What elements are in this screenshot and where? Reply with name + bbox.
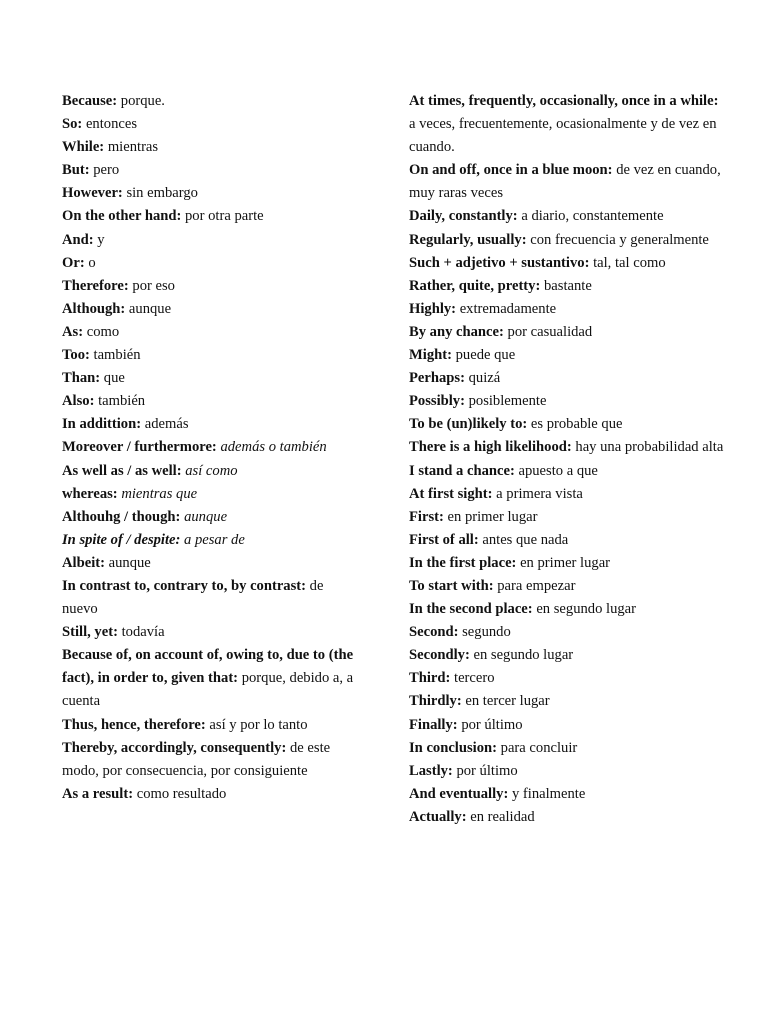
entry-term: Regularly, usually: xyxy=(409,231,527,248)
entry-term: In the second place: xyxy=(409,601,533,618)
entry-term: However: xyxy=(62,185,123,202)
glossary-entry xyxy=(409,90,727,159)
entry-term: As: xyxy=(62,323,84,340)
entry-definition: es probable que xyxy=(530,416,623,433)
entry-term: As a result: xyxy=(62,785,134,802)
entry-definition: mientras xyxy=(107,139,159,156)
entry-term: Highly: xyxy=(409,300,457,317)
glossary-entry xyxy=(62,298,360,321)
glossary-entry xyxy=(62,229,360,252)
entry-definition: en realidad xyxy=(470,808,535,825)
entry-definition: mientras que xyxy=(121,485,198,502)
entry-definition: de nuevo xyxy=(62,577,324,618)
entry-definition: apuesto a que xyxy=(518,462,598,479)
entry-term: Moreover / furthermore: xyxy=(62,439,217,456)
glossary-entry xyxy=(409,205,727,228)
glossary-entry xyxy=(62,483,360,506)
glossary-entry xyxy=(409,667,727,690)
entry-term: Second: xyxy=(409,624,459,641)
entry-term: At first sight: xyxy=(409,485,493,502)
glossary-entry xyxy=(409,390,727,413)
glossary-entry xyxy=(409,159,727,205)
entry-term: On the other hand: xyxy=(62,208,182,225)
entry-definition: extremadamente xyxy=(459,300,557,317)
entry-definition: segundo xyxy=(462,624,511,641)
entry-term: Because of, on account of, owing to, due to (the fact), in order to, given that: xyxy=(62,647,354,687)
entry-definition: posiblemente xyxy=(468,393,547,410)
glossary-entry xyxy=(62,90,360,113)
glossary-entry xyxy=(409,714,727,737)
glossary-entry xyxy=(62,413,360,436)
entry-term: Might: xyxy=(409,347,452,364)
entry-term: Too: xyxy=(62,347,90,364)
entry-term: Third: xyxy=(409,670,451,687)
entry-term: But: xyxy=(62,162,90,179)
glossary-entry xyxy=(62,136,360,159)
glossary-entry xyxy=(409,598,727,621)
entry-definition: porque. xyxy=(120,93,165,109)
glossary-entry xyxy=(62,159,360,182)
entry-term: In the first place: xyxy=(409,554,517,571)
entry-definition: también xyxy=(93,347,141,364)
glossary-entry xyxy=(409,229,727,252)
glossary-entry xyxy=(62,529,360,552)
entry-definition: así y por lo tanto xyxy=(209,716,308,733)
entry-definition: en segundo lugar xyxy=(473,647,574,664)
entry-definition: como resultado xyxy=(136,785,227,802)
entry-definition: en primer lugar xyxy=(447,508,538,525)
glossary-entry xyxy=(62,182,360,205)
glossary-entry xyxy=(62,390,360,413)
glossary-entry xyxy=(409,575,727,598)
entry-term: In conclusion: xyxy=(409,739,497,756)
entry-definition: con frecuencia y generalmente xyxy=(530,231,709,248)
entry-term: Possibly: xyxy=(409,393,465,410)
entry-definition: o xyxy=(88,254,96,271)
glossary-entry xyxy=(409,690,727,713)
entry-term: Because: xyxy=(62,93,118,109)
glossary-entry xyxy=(409,436,727,459)
glossary-entry xyxy=(62,252,360,275)
glossary-entry xyxy=(409,760,727,783)
glossary-entry xyxy=(62,644,360,713)
glossary-entry xyxy=(62,436,360,459)
entry-definition: que xyxy=(103,370,125,387)
glossary-entry xyxy=(409,783,727,806)
entry-definition: porque, debido a, a cuenta xyxy=(62,670,354,710)
entry-term: Still, yet: xyxy=(62,624,118,641)
entry-definition: tal, tal como xyxy=(593,254,666,271)
glossary-entry xyxy=(62,714,360,737)
glossary-entry xyxy=(62,321,360,344)
glossary-entry xyxy=(62,575,360,621)
entry-term: To be (un)likely to: xyxy=(409,416,528,433)
entry-term: Finally: xyxy=(409,716,458,733)
entry-definition: para empezar xyxy=(497,577,576,594)
entry-definition: sin embargo xyxy=(126,185,198,202)
entry-term: While: xyxy=(62,139,105,156)
entry-definition: además o también xyxy=(220,439,327,456)
entry-definition: a pesar de xyxy=(184,531,245,548)
entry-term: Or: xyxy=(62,254,85,271)
entry-definition: aunque xyxy=(108,554,151,571)
glossary-entry xyxy=(62,737,360,783)
glossary-entry xyxy=(62,275,360,298)
glossary-entry xyxy=(62,113,360,136)
glossary-entry xyxy=(409,552,727,575)
entry-term: On and off, once in a blue moon: xyxy=(409,162,613,179)
entry-definition: en segundo lugar xyxy=(536,601,637,618)
entry-term: Rather, quite, pretty: xyxy=(409,277,541,294)
entry-term: There is a high likelihood: xyxy=(409,439,572,456)
entry-definition: a primera vista xyxy=(496,485,583,502)
entry-term: Albeit: xyxy=(62,554,105,571)
glossary-entry xyxy=(409,529,727,552)
glossary-entry xyxy=(409,344,727,367)
entry-definition: como xyxy=(86,323,120,340)
right-column xyxy=(409,90,727,829)
glossary-entry xyxy=(62,552,360,575)
entry-definition: de vez en cuando, muy raras veces xyxy=(409,162,721,202)
entry-definition: en primer lugar xyxy=(520,554,611,571)
glossary-entry xyxy=(62,621,360,644)
entry-term: Actually: xyxy=(409,808,467,825)
entry-definition: también xyxy=(98,393,146,410)
entry-definition: a diario, constantemente xyxy=(521,208,664,225)
entry-definition: por último xyxy=(456,762,518,779)
glossary-entry xyxy=(409,737,727,760)
entry-definition: por otra parte xyxy=(185,208,264,225)
entry-term: whereas: xyxy=(62,485,118,502)
glossary-entry xyxy=(409,321,727,344)
entry-definition: aunque xyxy=(184,508,228,525)
entry-definition: además xyxy=(144,416,189,433)
glossary-entry xyxy=(409,621,727,644)
entry-definition: bastante xyxy=(544,277,592,294)
entry-term: Perhaps: xyxy=(409,370,465,387)
glossary-entry xyxy=(409,298,727,321)
entry-term: Secondly: xyxy=(409,647,470,664)
entry-definition: de este modo, por consecuencia, por consiguiente xyxy=(62,739,331,779)
entry-term: Than: xyxy=(62,370,101,387)
entry-definition: así como xyxy=(185,462,238,479)
entry-term: Thus, hence, therefore: xyxy=(62,716,206,733)
entry-term: So: xyxy=(62,116,83,133)
glossary-entry xyxy=(409,806,727,829)
entry-definition: todavía xyxy=(121,624,165,641)
entry-term: Also: xyxy=(62,393,95,410)
entry-definition: y finalmente xyxy=(511,785,586,802)
glossary-entry xyxy=(62,460,360,483)
entry-term: Lastly: xyxy=(409,762,453,779)
glossary-entry xyxy=(409,506,727,529)
entry-definition: hay una probabilidad alta xyxy=(575,439,724,456)
entry-term: Therefore: xyxy=(62,277,129,294)
entry-term: To start with: xyxy=(409,577,494,594)
glossary-entry xyxy=(409,460,727,483)
entry-definition: puede que xyxy=(455,347,516,364)
glossary-entry xyxy=(409,483,727,506)
glossary-entry xyxy=(409,413,727,436)
entry-definition: antes que nada xyxy=(482,531,569,548)
glossary-entry xyxy=(409,275,727,298)
entry-term: In contrast to, contrary to, by contrast: xyxy=(62,577,306,594)
glossary-entry xyxy=(62,344,360,367)
entry-term: Althouhg / though: xyxy=(62,508,181,525)
entry-term: First of all: xyxy=(409,531,479,548)
entry-definition: pero xyxy=(93,162,120,179)
glossary-entry xyxy=(409,644,727,667)
entry-definition: a veces, frecuentemente, ocasionalmente y de vez en cuando. xyxy=(409,116,717,156)
entry-term: I stand a chance: xyxy=(409,462,515,479)
entry-term: In addittion: xyxy=(62,416,142,433)
entry-definition: por casualidad xyxy=(507,323,593,340)
entry-definition: por último xyxy=(461,716,523,733)
left-column xyxy=(62,90,360,806)
entry-term: Daily, constantly: xyxy=(409,208,518,225)
entry-term: And: xyxy=(62,231,94,248)
entry-term: In spite of / despite: xyxy=(62,531,181,548)
entry-term: By any chance: xyxy=(409,323,504,340)
entry-definition: entonces xyxy=(85,116,137,133)
glossary-entry xyxy=(409,367,727,390)
entry-definition: quizá xyxy=(468,370,501,387)
glossary-entry xyxy=(62,367,360,390)
entry-definition: en tercer lugar xyxy=(465,693,550,710)
entry-term: Although: xyxy=(62,300,126,317)
entry-definition: para concluir xyxy=(500,739,578,756)
entry-definition: tercero xyxy=(454,670,495,687)
entry-term: At times, frequently, occasionally, once in a while: xyxy=(409,93,719,109)
entry-definition: por eso xyxy=(132,277,175,294)
glossary-entry xyxy=(62,783,360,806)
entry-definition: y xyxy=(97,231,105,248)
entry-definition: aunque xyxy=(128,300,172,317)
entry-term: Thereby, accordingly, consequently: xyxy=(62,739,287,756)
entry-term: Such + adjetivo + sustantivo: xyxy=(409,254,590,271)
glossary-entry xyxy=(62,205,360,228)
entry-term: As well as / as well: xyxy=(62,462,182,479)
entry-term: First: xyxy=(409,508,444,525)
glossary-entry xyxy=(409,252,727,275)
entry-term: And eventually: xyxy=(409,785,509,802)
entry-term: Thirdly: xyxy=(409,693,462,710)
glossary-entry xyxy=(62,506,360,529)
